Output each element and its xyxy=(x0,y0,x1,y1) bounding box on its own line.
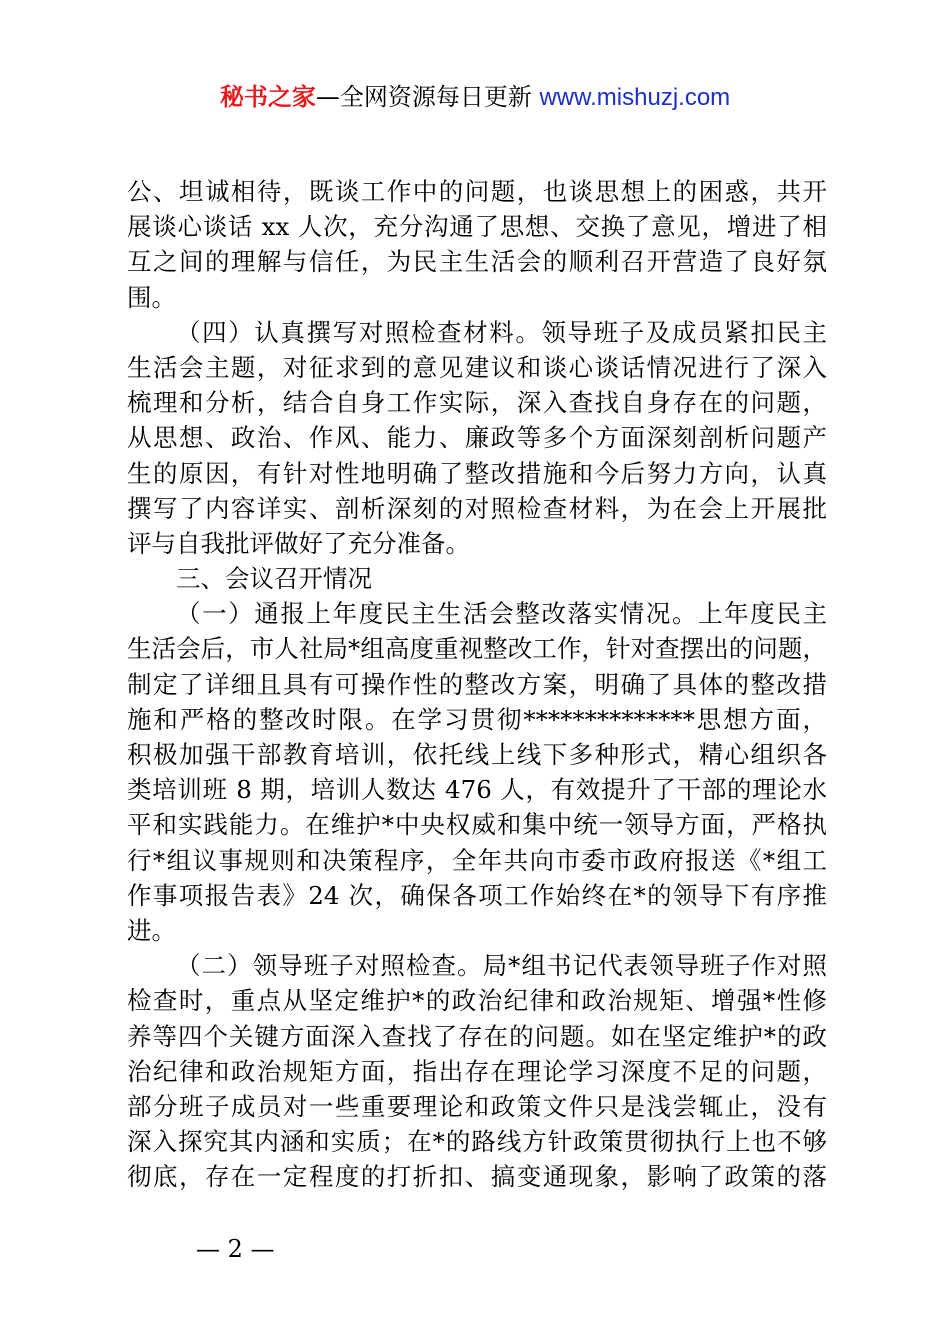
text-line: 作事项报告表》24 次，确保各项工作始终在*的领导下有序推 xyxy=(127,880,827,910)
text-line: 积极加强干部教育培训，依托线上线下多种形式，精心组织各 xyxy=(127,740,827,769)
text-line: 进。 xyxy=(127,915,176,945)
text-line: 平和实践能力。在维护*中央权威和集中统一领导方面，严格执 xyxy=(127,810,827,840)
text-line: 公、坦诚相待，既谈工作中的问题，也谈思想上的困惑，共开 xyxy=(127,177,827,206)
text-line: 撰写了内容详实、剖析深刻的对照检查材料，为在会上开展批 xyxy=(127,493,827,523)
text-line: 施和严格的整改时限。在学习贯彻**************思想方面， xyxy=(127,704,827,734)
text-line: 深入探究其内涵和实质；在*的路线方针政策贯彻执行上也不够 xyxy=(127,1127,827,1157)
text-line: 生活会后，市人社局*组高度重视整改工作，针对查摆出的问题， xyxy=(127,634,827,664)
paragraph-heading-line: （一）通报上年度民主生活会整改落实情况。上年度民主 xyxy=(176,599,827,629)
text-line: 梳理和分析，结合自身工作实际，深入查找自身存在的问题， xyxy=(127,388,827,418)
text-line: 互之间的理解与信任，为民主生活会的顺利召开营造了良好氛 xyxy=(127,247,827,277)
page-number: — 2 — xyxy=(196,1235,275,1263)
text-line: 类培训班 8 期，培训人数达 476 人，有效提升了干部的理论水 xyxy=(127,775,827,805)
text-line: 生的原因，有针对性地明确了整改措施和今后努力方向，认真 xyxy=(127,458,827,488)
paragraph-heading-line: （四）认真撰写对照检查材料。领导班子及成员紧扣民主 xyxy=(176,317,827,347)
site-header-banner xyxy=(0,80,950,115)
text-line: 制定了详细且具有可操作性的整改方案，明确了具体的整改措 xyxy=(127,669,827,699)
text-line: 展谈心谈话 xx 人次，充分沟通了思想、交换了意见，增进了相 xyxy=(127,212,827,242)
text-line: 检查时，重点从坚定维护*的政治纪律和政治规矩、增强*性修 xyxy=(127,986,827,1016)
text-line: 部分班子成员对一些重要理论和政策文件只是浅尝辄止，没有 xyxy=(127,1091,827,1121)
text-line: 生活会主题，对征求到的意见建议和谈心谈话情况进行了深入 xyxy=(127,352,827,382)
text-line: 彻底，存在一定程度的打折扣、搞变通现象，影响了政策的落 xyxy=(127,1162,827,1192)
site-tagline: —全网资源每日更新 xyxy=(315,83,532,111)
site-brand-name: 秘书之家 xyxy=(219,83,316,111)
paragraph-heading-line: （二）领导班子对照检查。局*组书记代表领导班子作对照 xyxy=(176,951,827,981)
text-line: 围。 xyxy=(127,282,176,312)
text-line: 从思想、政治、作风、能力、廉政等多个方面深刻剖析问题产 xyxy=(127,423,827,453)
text-line: 养等四个关键方面深入查找了存在的问题。如在坚定维护*的政 xyxy=(127,1021,827,1051)
document-body xyxy=(127,174,827,1194)
text-line: 治纪律和政治规矩方面，指出存在理论学习深度不足的问题， xyxy=(127,1056,827,1086)
text-line: 行*组议事规则和决策程序，全年共向市委市政府报送《*组工 xyxy=(127,845,827,875)
site-url-link[interactable]: www.mishuzj.com xyxy=(539,84,731,111)
section-heading: 三、会议召开情况 xyxy=(176,564,372,594)
text-line: 评与自我批评做好了充分准备。 xyxy=(127,528,470,558)
